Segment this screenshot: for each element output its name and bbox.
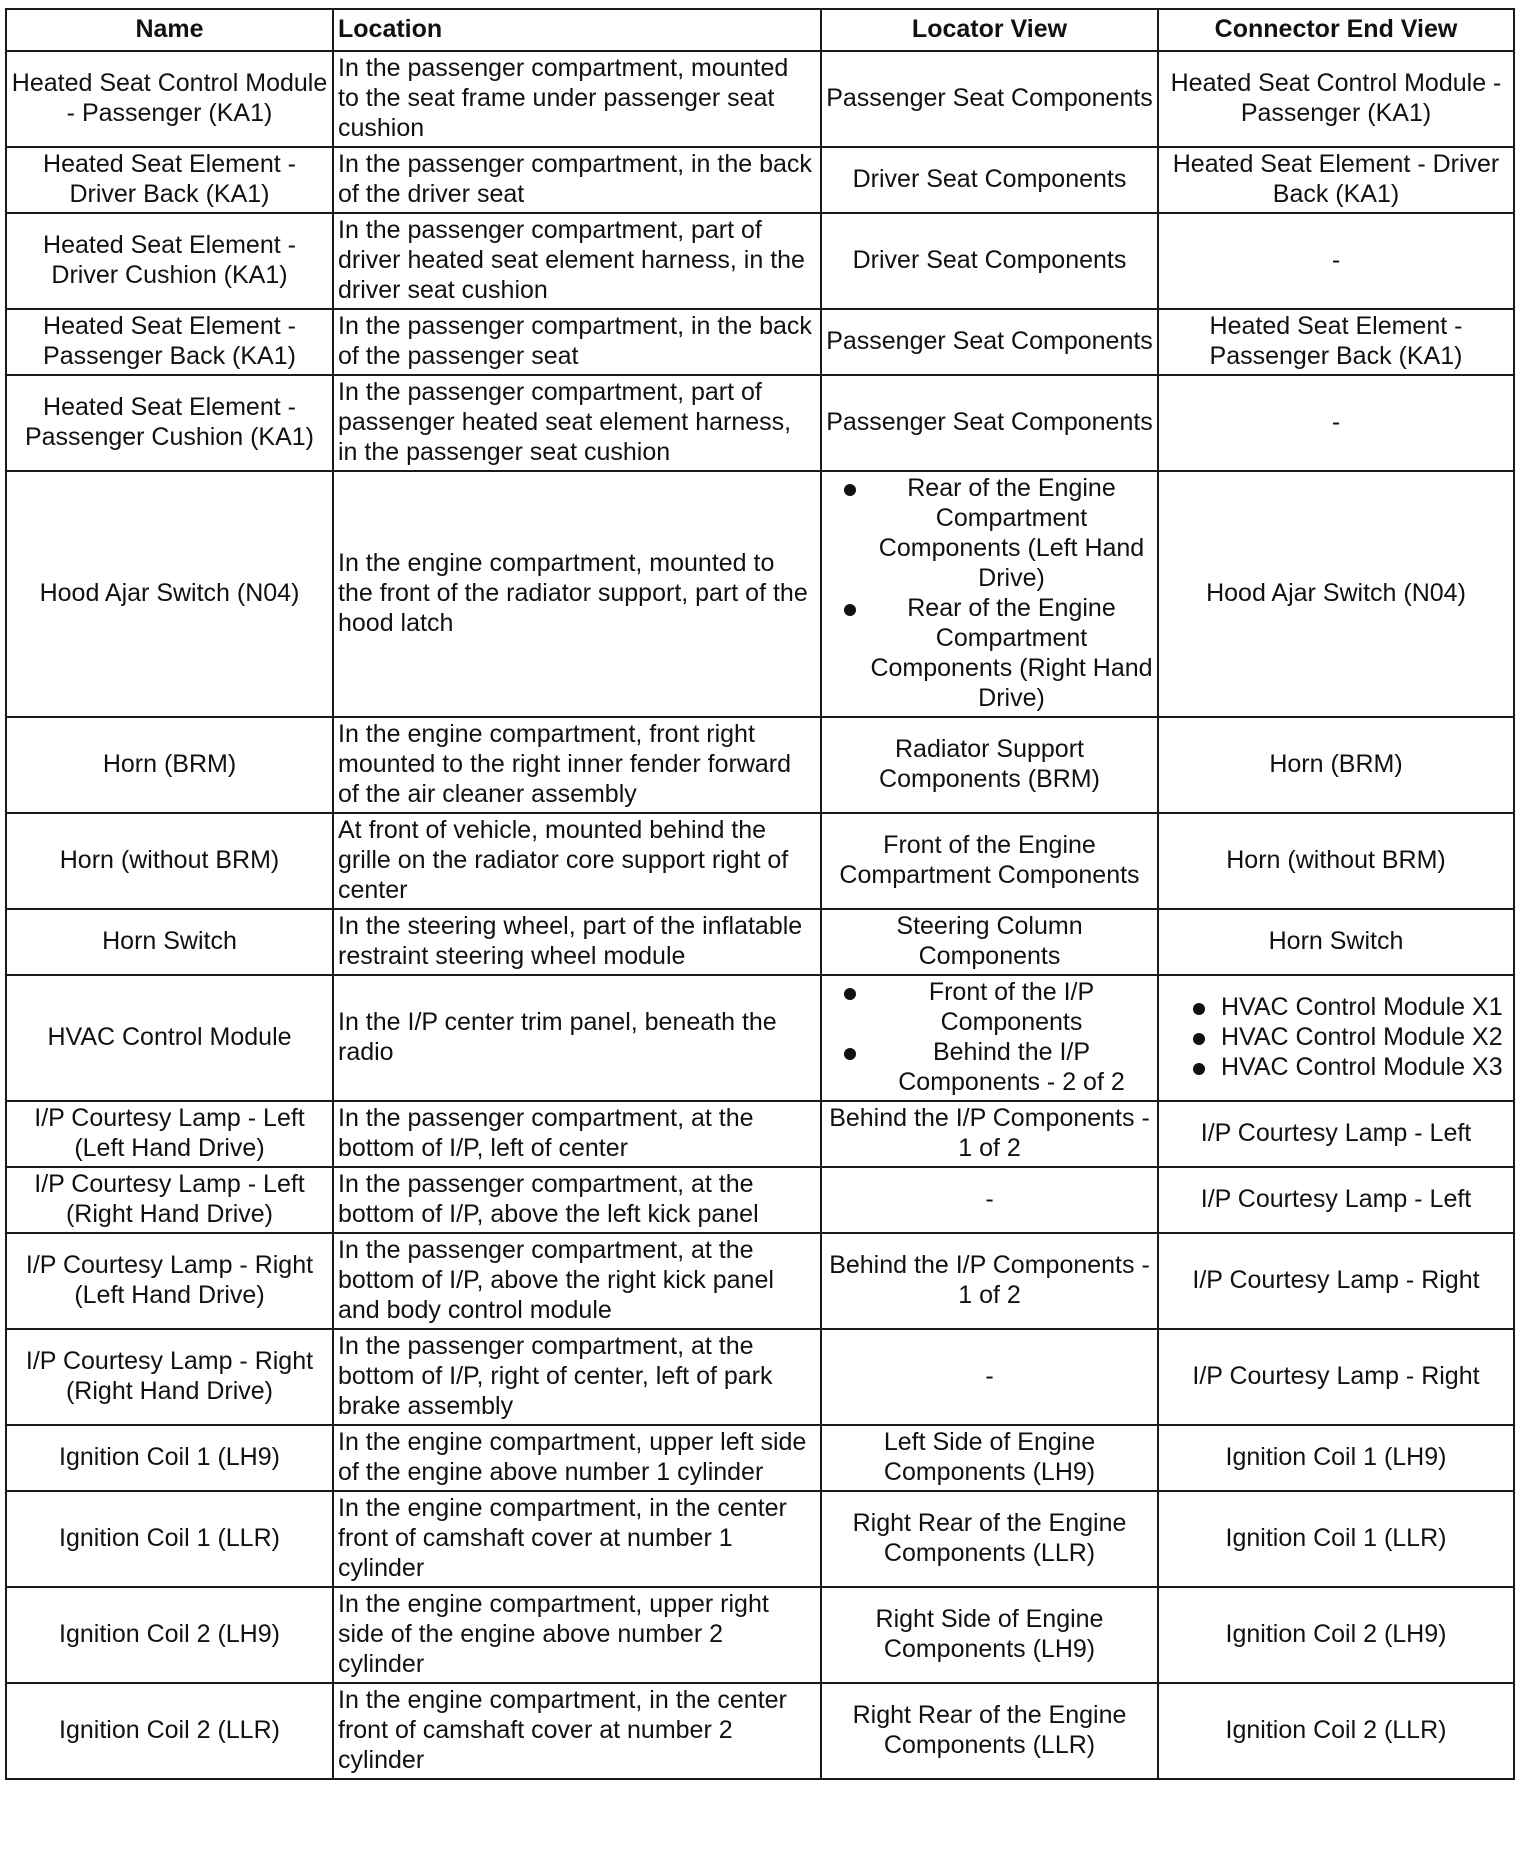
table-row	[6, 1683, 1514, 1779]
cell-name: Horn (BRM)	[6, 717, 333, 813]
cell-location: In the steering wheel, part of the inflatable restraint steering wheel module	[333, 909, 821, 975]
cell-location: In the engine compartment, mounted to the front of the radiator support, part of the hood latch	[333, 471, 821, 717]
bullet-item: Rear of the Engine Compartment Components (Right Hand Drive)	[826, 593, 1153, 713]
cell-name: Horn Switch	[6, 909, 333, 975]
header-location: Location	[333, 9, 821, 51]
bullet-list	[826, 473, 1153, 713]
table-row	[6, 375, 1514, 471]
cell-connector-end-view	[1158, 975, 1514, 1101]
bullet-item: Front of the I/P Components	[826, 977, 1153, 1037]
cell-location: In the passenger compartment, part of passenger heated seat element harness, in the passenger seat cushion	[333, 375, 821, 471]
bullet-item: HVAC Control Module X3	[1163, 1052, 1509, 1082]
table-body	[6, 51, 1514, 1779]
cell-locator-view: Behind the I/P Components - 1 of 2	[821, 1233, 1158, 1329]
cell-connector-end-view: Horn (without BRM)	[1158, 813, 1514, 909]
cell-name: I/P Courtesy Lamp - Left (Right Hand Drive)	[6, 1167, 333, 1233]
cell-location: In the engine compartment, upper left side of the engine above number 1 cylinder	[333, 1425, 821, 1491]
cell-connector-end-view: Ignition Coil 1 (LLR)	[1158, 1491, 1514, 1587]
table-row	[6, 1329, 1514, 1425]
table-row	[6, 1101, 1514, 1167]
cell-connector-end-view: Horn (BRM)	[1158, 717, 1514, 813]
cell-location: In the passenger compartment, at the bottom of I/P, above the left kick panel	[333, 1167, 821, 1233]
table-row	[6, 975, 1514, 1101]
cell-locator-view: Passenger Seat Components	[821, 375, 1158, 471]
table-row	[6, 1167, 1514, 1233]
table-row	[6, 1233, 1514, 1329]
cell-connector-end-view: Ignition Coil 2 (LLR)	[1158, 1683, 1514, 1779]
cell-locator-view: Left Side of Engine Components (LH9)	[821, 1425, 1158, 1491]
cell-location: In the passenger compartment, in the back of the passenger seat	[333, 309, 821, 375]
table-row	[6, 471, 1514, 717]
cell-name: Heated Seat Element - Passenger Cushion (KA1)	[6, 375, 333, 471]
cell-location: At front of vehicle, mounted behind the grille on the radiator core support right of center	[333, 813, 821, 909]
cell-name: Heated Seat Element - Passenger Back (KA1)	[6, 309, 333, 375]
cell-name: HVAC Control Module	[6, 975, 333, 1101]
cell-name: I/P Courtesy Lamp - Right (Right Hand Drive)	[6, 1329, 333, 1425]
table-row	[6, 147, 1514, 213]
cell-connector-end-view: I/P Courtesy Lamp - Right	[1158, 1233, 1514, 1329]
cell-locator-view: Passenger Seat Components	[821, 309, 1158, 375]
cell-name: Ignition Coil 1 (LLR)	[6, 1491, 333, 1587]
cell-name: Ignition Coil 2 (LH9)	[6, 1587, 333, 1683]
cell-name: I/P Courtesy Lamp - Right (Left Hand Drive)	[6, 1233, 333, 1329]
cell-locator-view: Behind the I/P Components - 1 of 2	[821, 1101, 1158, 1167]
table-row	[6, 51, 1514, 147]
cell-name: I/P Courtesy Lamp - Left (Left Hand Drive)	[6, 1101, 333, 1167]
cell-location: In the passenger compartment, mounted to the seat frame under passenger seat cushion	[333, 51, 821, 147]
bullet-item: HVAC Control Module X1	[1163, 992, 1509, 1022]
cell-locator-view: Steering Column Components	[821, 909, 1158, 975]
cell-connector-end-view: I/P Courtesy Lamp - Left	[1158, 1167, 1514, 1233]
cell-locator-view	[821, 975, 1158, 1101]
cell-location: In the passenger compartment, in the back of the driver seat	[333, 147, 821, 213]
table-row	[6, 1425, 1514, 1491]
cell-connector-end-view: I/P Courtesy Lamp - Right	[1158, 1329, 1514, 1425]
bullet-list	[1163, 992, 1509, 1082]
header-row	[6, 9, 1514, 51]
cell-locator-view: Driver Seat Components	[821, 213, 1158, 309]
cell-location: In the passenger compartment, at the bottom of I/P, left of center	[333, 1101, 821, 1167]
bullet-item: Rear of the Engine Compartment Components (Left Hand Drive)	[826, 473, 1153, 593]
cell-connector-end-view: Heated Seat Element - Driver Back (KA1)	[1158, 147, 1514, 213]
cell-name: Ignition Coil 1 (LH9)	[6, 1425, 333, 1491]
cell-name: Ignition Coil 2 (LLR)	[6, 1683, 333, 1779]
table-row	[6, 1491, 1514, 1587]
table-row	[6, 1587, 1514, 1683]
table-row	[6, 309, 1514, 375]
cell-connector-end-view: Ignition Coil 1 (LH9)	[1158, 1425, 1514, 1491]
header-connector-end-view: Connector End View	[1158, 9, 1514, 51]
cell-locator-view: Passenger Seat Components	[821, 51, 1158, 147]
table-row	[6, 717, 1514, 813]
cell-location: In the passenger compartment, at the bottom of I/P, right of center, left of park brake assembly	[333, 1329, 821, 1425]
bullet-item: Behind the I/P Components - 2 of 2	[826, 1037, 1153, 1097]
cell-locator-view: Right Rear of the Engine Components (LLR)	[821, 1683, 1158, 1779]
cell-connector-end-view: I/P Courtesy Lamp - Left	[1158, 1101, 1514, 1167]
cell-locator-view: Front of the Engine Compartment Components	[821, 813, 1158, 909]
cell-location: In the engine compartment, front right mounted to the right inner fender forward of the air cleaner assembly	[333, 717, 821, 813]
header-name: Name	[6, 9, 333, 51]
cell-connector-end-view: -	[1158, 213, 1514, 309]
cell-connector-end-view: Hood Ajar Switch (N04)	[1158, 471, 1514, 717]
cell-connector-end-view: Ignition Coil 2 (LH9)	[1158, 1587, 1514, 1683]
table-row	[6, 909, 1514, 975]
cell-location: In the engine compartment, in the center front of camshaft cover at number 2 cylinder	[333, 1683, 821, 1779]
cell-name: Horn (without BRM)	[6, 813, 333, 909]
cell-location: In the engine compartment, in the center front of camshaft cover at number 1 cylinder	[333, 1491, 821, 1587]
cell-name: Heated Seat Element - Driver Back (KA1)	[6, 147, 333, 213]
table-row	[6, 813, 1514, 909]
bullet-list	[826, 977, 1153, 1097]
cell-connector-end-view: Heated Seat Element - Passenger Back (KA1)	[1158, 309, 1514, 375]
bullet-item: HVAC Control Module X2	[1163, 1022, 1509, 1052]
cell-location: In the I/P center trim panel, beneath the radio	[333, 975, 821, 1101]
cell-locator-view: Driver Seat Components	[821, 147, 1158, 213]
table-row	[6, 213, 1514, 309]
cell-connector-end-view: Horn Switch	[1158, 909, 1514, 975]
cell-location: In the passenger compartment, part of driver heated seat element harness, in the driver seat cushion	[333, 213, 821, 309]
cell-locator-view: Radiator Support Components (BRM)	[821, 717, 1158, 813]
cell-connector-end-view: -	[1158, 375, 1514, 471]
cell-name: Heated Seat Control Module - Passenger (KA1)	[6, 51, 333, 147]
cell-location: In the passenger compartment, at the bottom of I/P, above the right kick panel and body control module	[333, 1233, 821, 1329]
cell-location: In the engine compartment, upper right side of the engine above number 2 cylinder	[333, 1587, 821, 1683]
component-locator-table	[5, 8, 1515, 1780]
cell-locator-view: Right Side of Engine Components (LH9)	[821, 1587, 1158, 1683]
cell-locator-view	[821, 471, 1158, 717]
cell-connector-end-view: Heated Seat Control Module - Passenger (KA1)	[1158, 51, 1514, 147]
cell-name: Heated Seat Element - Driver Cushion (KA1)	[6, 213, 333, 309]
cell-name: Hood Ajar Switch (N04)	[6, 471, 333, 717]
cell-locator-view: -	[821, 1329, 1158, 1425]
header-locator-view: Locator View	[821, 9, 1158, 51]
cell-locator-view: -	[821, 1167, 1158, 1233]
cell-locator-view: Right Rear of the Engine Components (LLR)	[821, 1491, 1158, 1587]
